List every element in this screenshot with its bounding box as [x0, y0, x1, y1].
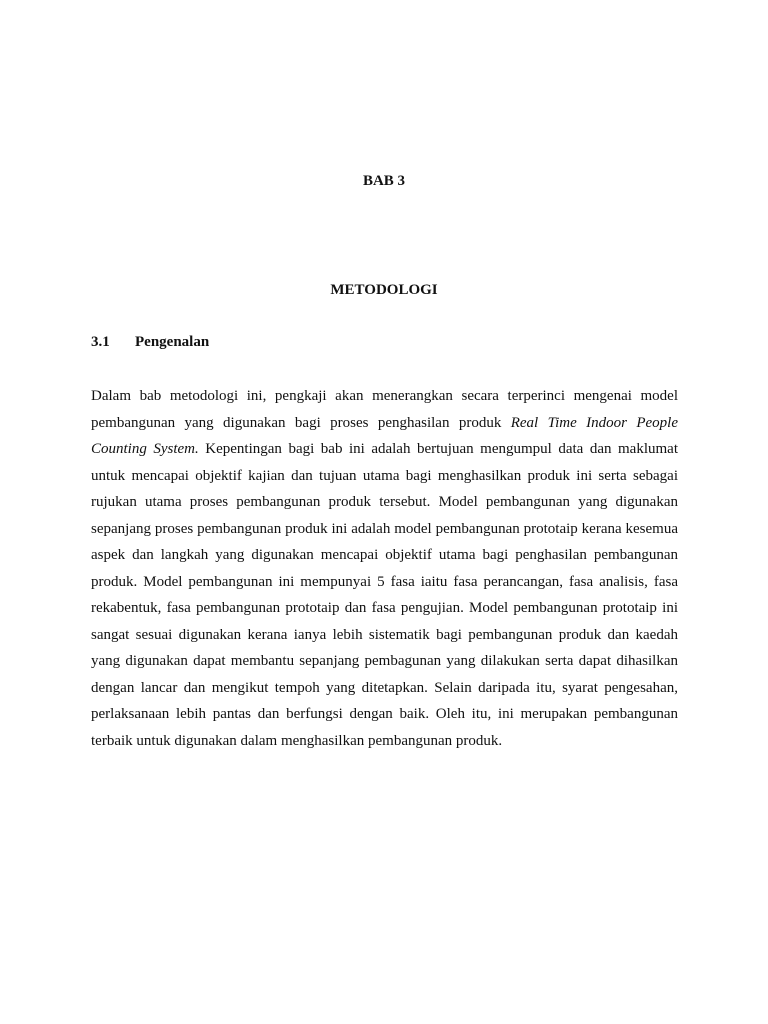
paragraph-text-part1: Dalam bab metodologi ini, pengkaji akan menerangkan secara terperinci mengenai model pembangunan yang digunakan bagi proses penghasilan produk: [91, 388, 678, 431]
body-paragraph: [91, 383, 678, 754]
chapter-title: METODOLOGI: [330, 282, 438, 298]
chapter-number: BAB 3: [362, 173, 406, 189]
paragraph-text-part2: Kepentingan bagi bab ini adalah bertujuan mengumpul data dan maklumat untuk mencapai objektif kajian dan tujuan utama bagi menghasilkan produk ini serta sebagai rujukan utama proses pembangunan produk tersebut. Model pembangunan yang digunakan sepanjang proses pembangunan produk ini adalah model pembangunan prototaip kerana kesemua aspek dan langkah yang digunakan mencapai objektif utama bagi penghasilan pembangunan produk. Model pembangunan ini mempunyai 5 fasa iaitu fasa perancangan, fasa analisis, fasa rekabentuk, fasa pembangunan prototaip dan fasa pengujian. Model pembangunan prototaip ini sangat sesuai digunakan kerana ianya lebih sistematik bagi pembangunan produk dan kaedah yang digunakan dapat membantu sepanjang pembagunan yang dilakukan serta dapat dihasilkan dengan lancar dan mengikut tempoh yang ditetapkan. Selain daripada itu, syarat pengesahan, perlaksanaan lebih pantas dan berfungsi dengan baik. Oleh itu, ini merupakan pembangunan terbaik untuk digunakan dalam menghasilkan pembangunan produk.: [91, 441, 678, 749]
section-title: Pengenalan: [135, 334, 210, 350]
section-heading: [91, 334, 209, 351]
section-number: 3.1: [91, 334, 110, 350]
product-title-italic: Real Time Indoor People Counting System.: [91, 414, 679, 457]
